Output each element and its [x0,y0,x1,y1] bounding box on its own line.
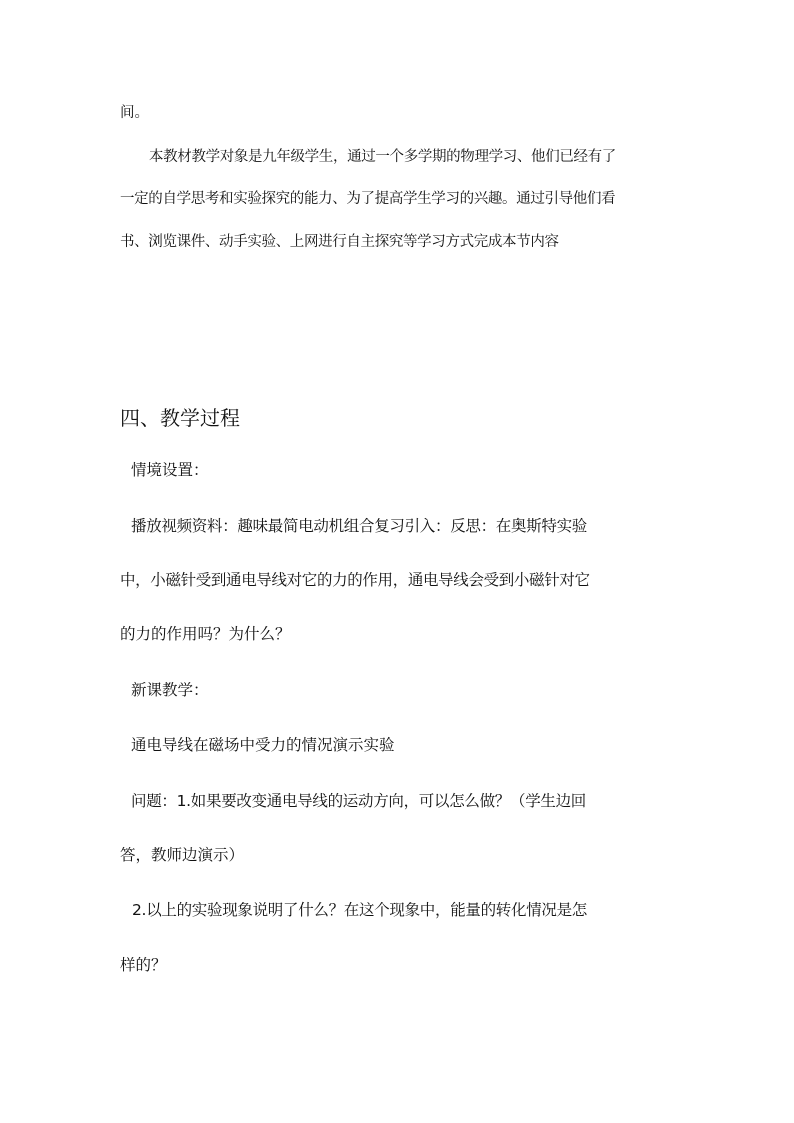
question-2-line-2: 样的？ [120,956,167,974]
scene-paragraph-line-3: 的力的作用吗？为什么？ [120,625,291,643]
new-lesson-label: 新课教学： [131,681,209,699]
section-heading: 四、教学过程 [120,406,240,430]
intro-line-1: 间。 [120,105,149,121]
question-1-line-1: 问题：1.如果要改变通电导线的运动方向，可以怎么做？（学生边回 [131,792,586,810]
intro-line-3: 一定的自学思考和实验探究的能力、为了提高学生学习的兴趣。通过引导他们看 [120,191,616,207]
scene-paragraph-line-1: 播放视频资料：趣味最简电动机组合复习引入：反思：在奥斯特实验 [131,517,588,535]
intro-line-4: 书、浏览课件、动手实验、上网进行自主探究等学习方式完成本节内容 [120,234,559,250]
scene-label: 情境设置： [131,461,209,479]
question-2-line-1: 2.以上的实验现象说明了什么？在这个现象中，能量的转化情况是怎 [132,901,587,919]
scene-paragraph-line-2: 中，小磁针受到通电导线对它的力的作用，通电导线会受到小磁针对它 [120,571,590,589]
question-1-line-2: 答，教师边演示） [120,846,245,864]
intro-line-2: 本教材教学对象是九年级学生，通过一个多学期的物理学习、他们已经有了 [149,149,616,165]
demo-title: 通电导线在磁场中受力的情况演示实验 [131,736,395,754]
